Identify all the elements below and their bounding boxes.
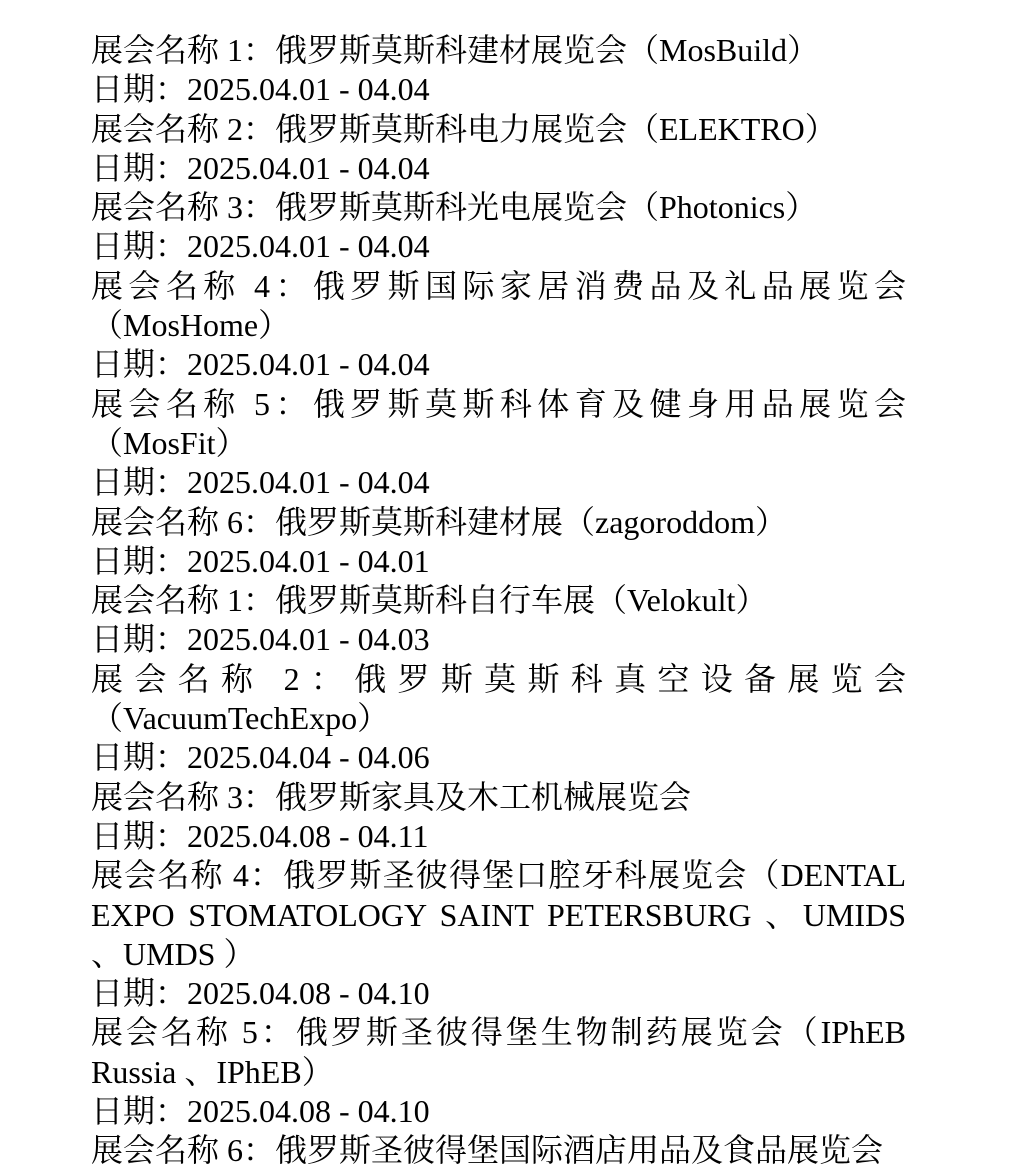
exhibition-date: 日期：2025.04.01 - 04.03 — [91, 621, 430, 658]
exhibition-date: 日期：2025.04.01 - 04.04 — [91, 228, 430, 265]
exhibition-date: 日期：2025.04.04 - 04.06 — [91, 739, 430, 776]
exhibition-name: 展会名称 6：俄罗斯莫斯科建材展（zagoroddom） — [91, 503, 787, 540]
exhibition-date: 日期：2025.04.01 - 04.01 — [91, 542, 430, 579]
exhibition-name: 展会名称 1：俄罗斯莫斯科自行车展（Velokult） — [91, 582, 768, 619]
exhibition-name: 展会名称 3：俄罗斯莫斯科光电展览会（Photonics） — [91, 189, 818, 226]
exhibition-name: 展会名称 4：俄罗斯圣彼得堡口腔牙科展览会（DENTAL EXPO STOMATOLOGY SAINT PETERSBURG 、UMIDS 、UMDS ） — [91, 857, 906, 972]
exhibition-name: 展会名称 2：俄罗斯莫斯科电力展览会（ELEKTRO） — [91, 110, 837, 147]
exhibition-date: 日期：2025.04.01 - 04.04 — [91, 464, 430, 501]
exhibition-date: 日期：2025.04.01 - 04.04 — [91, 346, 430, 383]
exhibition-name: 展会名称 1：俄罗斯莫斯科建材展览会（MosBuild） — [91, 32, 820, 68]
exhibition-date: 日期：2025.04.08 - 04.10 — [91, 975, 430, 1012]
exhibition-name: 展会名称 5：俄罗斯莫斯科体育及健身用品展览会（MosFit） — [91, 385, 906, 461]
exhibition-name: 展会名称 2：俄罗斯莫斯科真空设备展览会（VacuumTechExpo） — [91, 660, 906, 737]
exhibition-date: 日期：2025.04.01 - 04.04 — [91, 149, 430, 186]
exhibition-name: 展会名称 3：俄罗斯家具及木工机械展览会 — [91, 778, 692, 815]
exhibition-name: 展会名称 4：俄罗斯国际家居消费品及礼品展览会（MosHome） — [91, 267, 906, 344]
exhibition-name: 展会名称 5：俄罗斯圣彼得堡生物制药展览会（IPhEB Russia 、IPhEB） — [91, 1014, 906, 1090]
exhibition-date: 日期：2025.04.08 - 04.10 — [91, 1093, 430, 1130]
exhibition-date: 日期：2025.04.08 - 04.11 — [91, 817, 429, 854]
exhibition-date: 日期：2025.04.01 - 04.04 — [91, 71, 430, 108]
cutoff-line: 展会名称 6：俄罗斯圣彼得堡国际酒店用品及食品展览会 — [91, 1132, 884, 1169]
exhibition-list — [91, 31, 906, 1169]
